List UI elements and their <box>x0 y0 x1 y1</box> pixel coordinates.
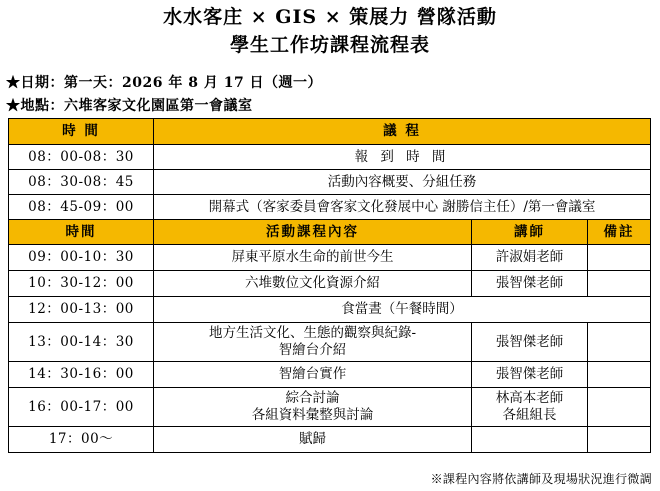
table-row <box>9 170 651 195</box>
agenda-time: 08：00-08：30 <box>9 145 154 170</box>
agenda-item: 報 到 時 間 <box>154 145 651 170</box>
course-instructor <box>472 388 588 427</box>
course-instructor: 許淑娟老師 <box>472 245 588 271</box>
course-content: 六堆數位文化資源介紹 <box>154 271 472 297</box>
agenda-item: 活動內容概要、分組任務 <box>154 170 651 195</box>
course-note <box>588 362 651 388</box>
agenda-time: 08：30-08：45 <box>9 170 154 195</box>
course-instructor: 張智傑老師 <box>472 271 588 297</box>
course-header-note: 備註 <box>588 220 651 245</box>
course-instructor-line: 林高本老師 <box>495 390 564 406</box>
main-title: 水水客庄 × GIS × 策展力 營隊活動 <box>163 6 497 28</box>
table-row <box>9 271 651 297</box>
course-content-line: 智繪台介紹 <box>278 342 347 358</box>
course-time: 16：00-17：00 <box>9 388 154 427</box>
course-note <box>588 388 651 427</box>
table-row <box>9 362 651 388</box>
course-header-content: 活動課程內容 <box>154 220 472 245</box>
course-note <box>588 427 651 453</box>
agenda-item: 開幕式（客家委員會客家文化發展中心 謝勝信主任）/第一會議室 <box>154 195 651 220</box>
course-time: 10：30-12：00 <box>9 271 154 297</box>
table-row <box>9 145 651 170</box>
course-header-time: 時間 <box>9 220 154 245</box>
table-row <box>9 245 651 271</box>
schedule-table <box>8 118 651 453</box>
event-date: ★日期：第一天：2026 年 8 月 17 日（週一） <box>6 75 323 91</box>
course-time: 13：00-14：30 <box>9 323 154 362</box>
table-row <box>9 388 651 427</box>
table-row <box>9 195 651 220</box>
course-header-instructor: 講師 <box>472 220 588 245</box>
course-time: 14：30-16：00 <box>9 362 154 388</box>
course-content-line: 各組資料彙整與討論 <box>251 407 374 423</box>
agenda-header-agenda: 議 程 <box>154 119 651 145</box>
footnote: ※課程內容將依講師及現場狀況進行微調 <box>430 472 652 486</box>
course-content: 智繪台實作 <box>154 362 472 388</box>
agenda-time: 08：45-09：00 <box>9 195 154 220</box>
course-content: 屏東平原水生命的前世今生 <box>154 245 472 271</box>
agenda-header-time: 時 間 <box>9 119 154 145</box>
course-time: 12：00-13：00 <box>9 297 154 323</box>
course-note <box>588 245 651 271</box>
course-instructor: 張智傑老師 <box>472 362 588 388</box>
course-content-line: 地方生活文化、生態的觀察與紀錄- <box>208 325 417 341</box>
course-content: 賦歸 <box>154 427 472 453</box>
course-time: 17：00～ <box>9 427 154 453</box>
course-content <box>154 323 472 362</box>
sub-title: 學生工作坊課程流程表 <box>229 34 430 56</box>
course-time: 09：00-10：30 <box>9 245 154 271</box>
event-location: ★地點：六堆客家文化園區第一會議室 <box>6 98 253 114</box>
course-content-line: 綜合討論 <box>285 390 340 406</box>
course-note <box>588 323 651 362</box>
course-content <box>154 388 472 427</box>
table-row <box>9 427 651 453</box>
course-instructor-line: 各組組長 <box>502 407 557 423</box>
table-row <box>9 323 651 362</box>
course-instructor: 張智傑老師 <box>472 323 588 362</box>
agenda-header-row <box>9 119 651 145</box>
course-instructor <box>472 427 588 453</box>
course-content: 食當晝（午餐時間） <box>154 297 651 323</box>
table-row <box>9 297 651 323</box>
course-note <box>588 271 651 297</box>
course-header-row <box>9 220 651 245</box>
